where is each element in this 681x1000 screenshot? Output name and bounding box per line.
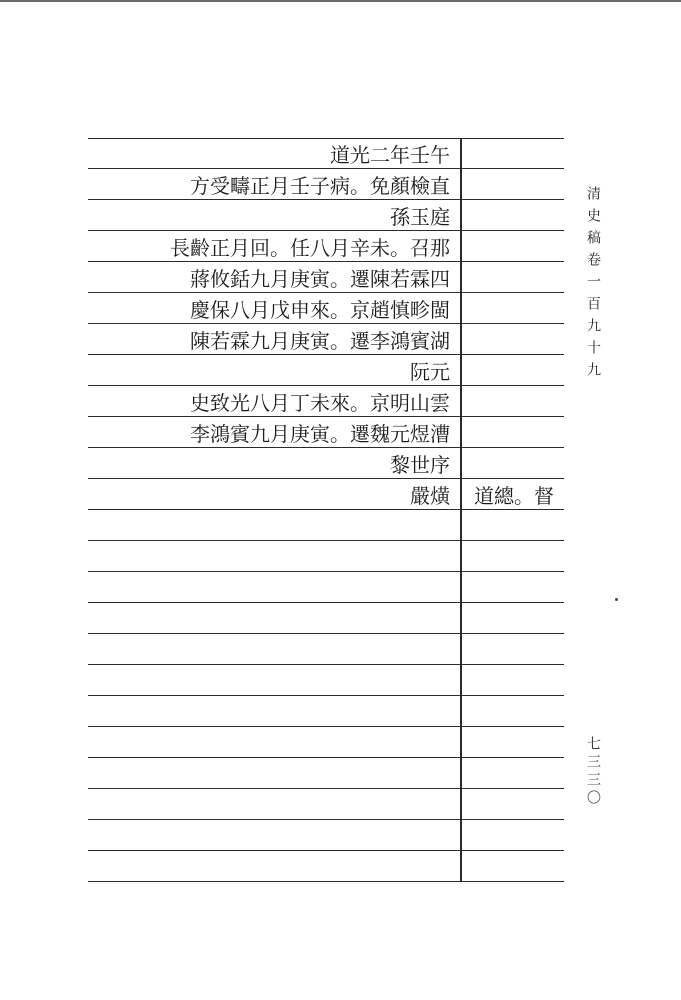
- table-row: [88, 231, 564, 262]
- row-main-text: 道光二年壬午: [330, 143, 450, 167]
- row-main-cell: [88, 200, 458, 230]
- row-side-cell: [462, 851, 562, 881]
- table-row: [88, 820, 564, 851]
- table-row: [88, 262, 564, 293]
- table-row: [88, 572, 564, 603]
- row-main-text: 黎世序: [390, 452, 450, 477]
- row-main-text: 方受疇正月壬子病。免顏檢直: [190, 173, 450, 198]
- table-row: [88, 851, 564, 882]
- table-row: [88, 696, 564, 727]
- table-row: [88, 200, 564, 231]
- row-side-cell: [462, 510, 562, 540]
- row-main-text: 長齡正月回。任八月辛未。召那: [170, 235, 450, 260]
- row-main-text: 史致光八月丁未來。京明山雲: [190, 390, 450, 415]
- row-main-cell: [88, 169, 458, 199]
- table-row: [88, 789, 564, 820]
- table-row: [88, 386, 564, 417]
- row-side-cell: [462, 386, 562, 416]
- row-main-cell: [88, 634, 458, 664]
- row-main-cell: [88, 851, 458, 881]
- row-side-cell: [462, 758, 562, 788]
- row-side-cell: [462, 448, 562, 478]
- row-main-text: 孫玉庭: [390, 204, 450, 229]
- row-side-cell: [462, 293, 562, 323]
- table-row: [88, 479, 564, 510]
- table-row: [88, 138, 564, 169]
- row-side-cell: [462, 139, 562, 168]
- row-main-cell: [88, 139, 458, 168]
- row-main-cell: [88, 820, 458, 850]
- row-side-cell: [462, 231, 562, 261]
- row-side-cell: [462, 262, 562, 292]
- row-main-cell: [88, 510, 458, 540]
- row-side-cell: [462, 789, 562, 819]
- table-row: [88, 510, 564, 541]
- row-main-cell: [88, 758, 458, 788]
- table-row: [88, 448, 564, 479]
- row-main-cell: [88, 603, 458, 633]
- row-main-text: 嚴熿: [410, 483, 450, 508]
- row-main-cell: [88, 727, 458, 757]
- speck-mark: [615, 598, 618, 601]
- row-main-cell: [88, 417, 458, 447]
- row-side-cell: [462, 324, 562, 354]
- page-number: 七三三〇: [585, 736, 601, 808]
- row-main-cell: [88, 789, 458, 819]
- book-title: 清史稿卷一百九十九: [585, 186, 601, 384]
- row-side-cell: [462, 355, 562, 385]
- row-main-cell: [88, 324, 458, 354]
- row-side-cell: [462, 417, 562, 447]
- row-main-cell: [88, 355, 458, 385]
- row-main-cell: [88, 448, 458, 478]
- row-side-cell: [462, 696, 562, 726]
- table-row: [88, 603, 564, 634]
- row-main-cell: [88, 386, 458, 416]
- row-main-text: 慶保八月戊申來。京趙慎畛閩: [190, 297, 450, 322]
- row-main-cell: [88, 665, 458, 695]
- row-main-cell: [88, 541, 458, 571]
- row-main-text: 陳若霖九月庚寅。遷李鴻賓湖: [190, 328, 450, 353]
- row-side-cell: [462, 169, 562, 199]
- row-side-cell: [462, 665, 562, 695]
- row-side-cell: [462, 541, 562, 571]
- table-row: [88, 169, 564, 200]
- row-main-text: 蔣攸銛九月庚寅。遷陳若霖四: [190, 266, 450, 291]
- table-row: [88, 665, 564, 696]
- row-side-cell: [462, 727, 562, 757]
- row-main-cell: [88, 572, 458, 602]
- row-side-cell: [462, 820, 562, 850]
- table-row: [88, 758, 564, 789]
- row-main-cell: [88, 696, 458, 726]
- row-main-cell: [88, 262, 458, 292]
- row-main-text: 阮元: [410, 359, 450, 384]
- row-main-cell: [88, 293, 458, 323]
- row-main-cell: [88, 231, 458, 261]
- table-row: [88, 355, 564, 386]
- row-side-cell: [462, 603, 562, 633]
- table-row: [88, 324, 564, 355]
- table-row: [88, 634, 564, 665]
- table-row: [88, 293, 564, 324]
- row-side-cell: [462, 634, 562, 664]
- row-side-cell: 道總。督: [474, 483, 554, 508]
- row-main-text: 李鴻賓九月庚寅。遷魏元煜漕: [190, 421, 450, 446]
- table-row: [88, 541, 564, 572]
- table-row: [88, 417, 564, 448]
- row-side-cell: [462, 572, 562, 602]
- roster-table: [88, 138, 564, 882]
- table-row: [88, 727, 564, 758]
- page-top-edge: [0, 0, 681, 2]
- row-main-cell: [88, 479, 458, 509]
- row-side-cell: [462, 200, 562, 230]
